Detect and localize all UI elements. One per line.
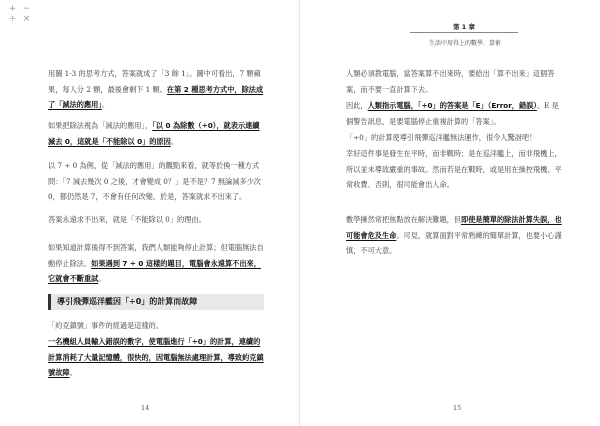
right-paragraph-5: 數學擁然常把焦點放在解決難題，但即使是簡單的除法計算失誤，也可能會危及生命。可見，就算面對平常熟練的簡單計算，也要小心謹慎，不可大意。 [346, 215, 562, 255]
page-number-left: 14 [141, 404, 150, 412]
right-paragraph-2: 因此，人類指示電腦，「÷0」的答案是「E」（Error，錯誤）。E 是個警告訊息，是要電腦停止重複計算的「答案」。 [346, 101, 559, 126]
math-operators-icon: + − ÷ × [8, 4, 32, 24]
chapter-subtitle: 生活中用得上的數學．算術 [428, 40, 501, 47]
chapter-title: 第 1 章 [452, 23, 476, 31]
paragraph-2: 如果把除法視為「減法的應用」，「以 0 為除數（÷0），就表示連續減去 0，這就是「不能除以 0」的原因。 [48, 121, 260, 146]
paragraph-3: 以 7 ÷ 0 為例，從「減法的應用」的觀點來看，就等於換一種方式問：「7 減去幾次 0 之後，才會變成 0？」是不是？7 無論減多少次 0，都仍然是 7，不會有任何改變。於是，答案就求不出來了。 [48, 161, 261, 201]
right-paragraph-1: 人類必須教電腦，當答案算不出來時，要給出「算不出來」這個答案，而不要一直計算下去。 [346, 69, 555, 94]
paragraph-7: 一名機組人員輸入錯誤的數字，使電腦進行「÷0」的計算，連續的計算消耗了大量記憶體，很快的，因電腦無法處理計算，導致約克鎮號故障。 [48, 337, 264, 377]
section-title: 導引飛彈巡洋艦因「÷0」的計算而故障 [48, 294, 264, 310]
paragraph-4: 答案永遠求不出來，就是「不能除以 0」的理由。 [48, 215, 206, 224]
paragraph-1: 用圖 1-3 的思考方式，答案就成了「3 餘 1」。圖中可看出，7 顆蘋果，每人分 2 顆，最後會剩下 1 顆。在第 2 種思考方式中，除法成了「減法的應用」。 [48, 69, 264, 109]
right-paragraph-3: 「÷0」的計算使導引飛彈巡洋艦無法運作，很令人驚訝吧！ [346, 133, 537, 142]
paragraph-6: 「約克鎮號」事件的經過是這樣的。 [48, 321, 164, 330]
page-number-right: 15 [453, 404, 462, 412]
chapter-divider [410, 32, 518, 33]
paragraph-5: 如果知道計算後得不到答案，我們人類能夠停止計算；但電腦無法自動停止除法。如果遇到 7 ÷ 0 這樣的題目，電腦會永遠算不出來，它就會不斷重試。 [48, 243, 264, 283]
right-paragraph-4: 幸好這件事是發生在平時，而非戰時；是在巡洋艦上，而非飛機上，所以並未導致嚴重的事故。然而若是在戰時，或是用在操控飛機、平常收費、否則，很可能會出人命。 [346, 149, 562, 189]
